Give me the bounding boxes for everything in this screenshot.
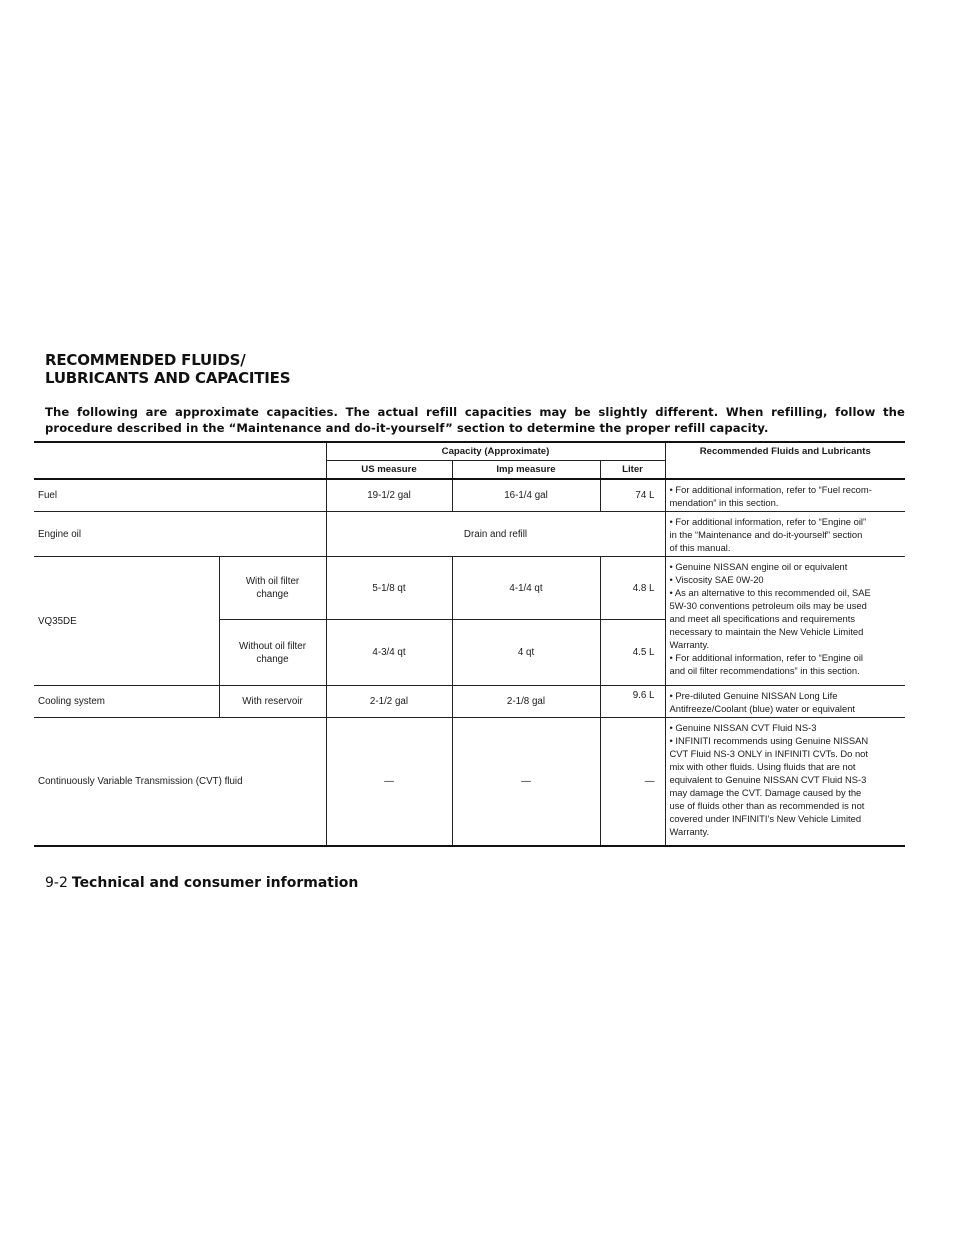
cell-imp: 4-1/4 qt [452,557,600,620]
cell-us: 2-1/2 gal [326,686,452,718]
cell-recommendation: • Genuine NISSAN engine oil or equivalent • Viscosity SAE 0W-20 • As an alternative to this recommended oil, SAE 5W-30 conventions petroleum oils may be used and meet all specifications and requirements necessary to maintain the New Vehicle Limited Warranty. • For additional information, refer to “Engine oil and oil filter recommendations” in this section. [665,557,905,686]
page-number: 9-2 [45,875,68,891]
cell-us: 4-3/4 qt [326,620,452,686]
cell-recommendation: • Genuine NISSAN CVT Fluid NS-3 • INFINITI recommends using Genuine NISSAN CVT Fluid NS-3 ONLY in INFINITI CVTs. Do not mix with other fluids. Using fluids that are not equivalent to Genuine NISSAN CVT Fluid NS-3 may damage the CVT. Damage caused by the use of fluids other than as recommended is not covered under INFINITI’s New Vehicle Limited Warranty. [665,718,905,846]
table-row-cvt [34,718,905,846]
cell-imp: — [452,718,600,846]
cell-liter: 4.5 L [600,620,665,686]
col-liter: Liter [600,461,665,480]
cell-liter: 9.6 L [600,686,665,718]
row-label: VQ35DE [34,557,219,686]
page-footer [45,875,358,891]
cell-drain-refill: Drain and refill [326,512,665,557]
cell-sublabel: With oil filter change [219,557,326,620]
cell-imp: 4 qt [452,620,600,686]
cell-us: 19-1/2 gal [326,479,452,512]
cell-recommendation: • For additional information, refer to “Fuel recom- mendation” in this section. [665,479,905,512]
cell-liter: — [600,718,665,846]
row-label: Cooling system [34,686,219,718]
cell-us: 5-1/8 qt [326,557,452,620]
heading-line-2: LUBRICANTS AND CAPACITIES [45,369,291,387]
row-label: Fuel [34,479,326,512]
section-heading [45,351,290,387]
col-imp-measure: Imp measure [452,461,600,480]
table-row-vq35de-with-filter [34,557,905,620]
recommended-header: Recommended Fluids and Lubricants [665,442,905,479]
cell-us: — [326,718,452,846]
col-us-measure: US measure [326,461,452,480]
cell-recommendation: • For additional information, refer to “Engine oil” in the “Maintenance and do-it-yourself” section of this manual. [665,512,905,557]
cell-sublabel: Without oil filter change [219,620,326,686]
table-row-engine-oil [34,512,905,557]
intro-paragraph: The following are approximate capacities. The actual refill capacities may be slightly different. When refilling, follow the procedure described in the “Maintenance and do-it-yourself” section to determine the proper refill capacity. [45,405,905,435]
capacity-header: Capacity (Approximate) [326,442,665,461]
cell-imp: 16-1/4 gal [452,479,600,512]
cell-imp: 2-1/8 gal [452,686,600,718]
heading-line-1: RECOMMENDED FLUIDS/ [45,351,246,369]
row-label: Continuously Variable Transmission (CVT) fluid [34,718,326,846]
row-label: Engine oil [34,512,326,557]
table-header-row [34,442,905,461]
cell-liter: 4.8 L [600,557,665,620]
cell-recommendation: • Pre-diluted Genuine NISSAN Long Life Antifreeze/Coolant (blue) water or equivalent [665,686,905,718]
capacities-table [34,441,905,847]
table-row-cooling [34,686,905,718]
section-title: Technical and consumer information [71,875,359,891]
cell-sublabel: With reservoir [219,686,326,718]
cell-liter: 74 L [600,479,665,512]
table-row-fuel [34,479,905,512]
